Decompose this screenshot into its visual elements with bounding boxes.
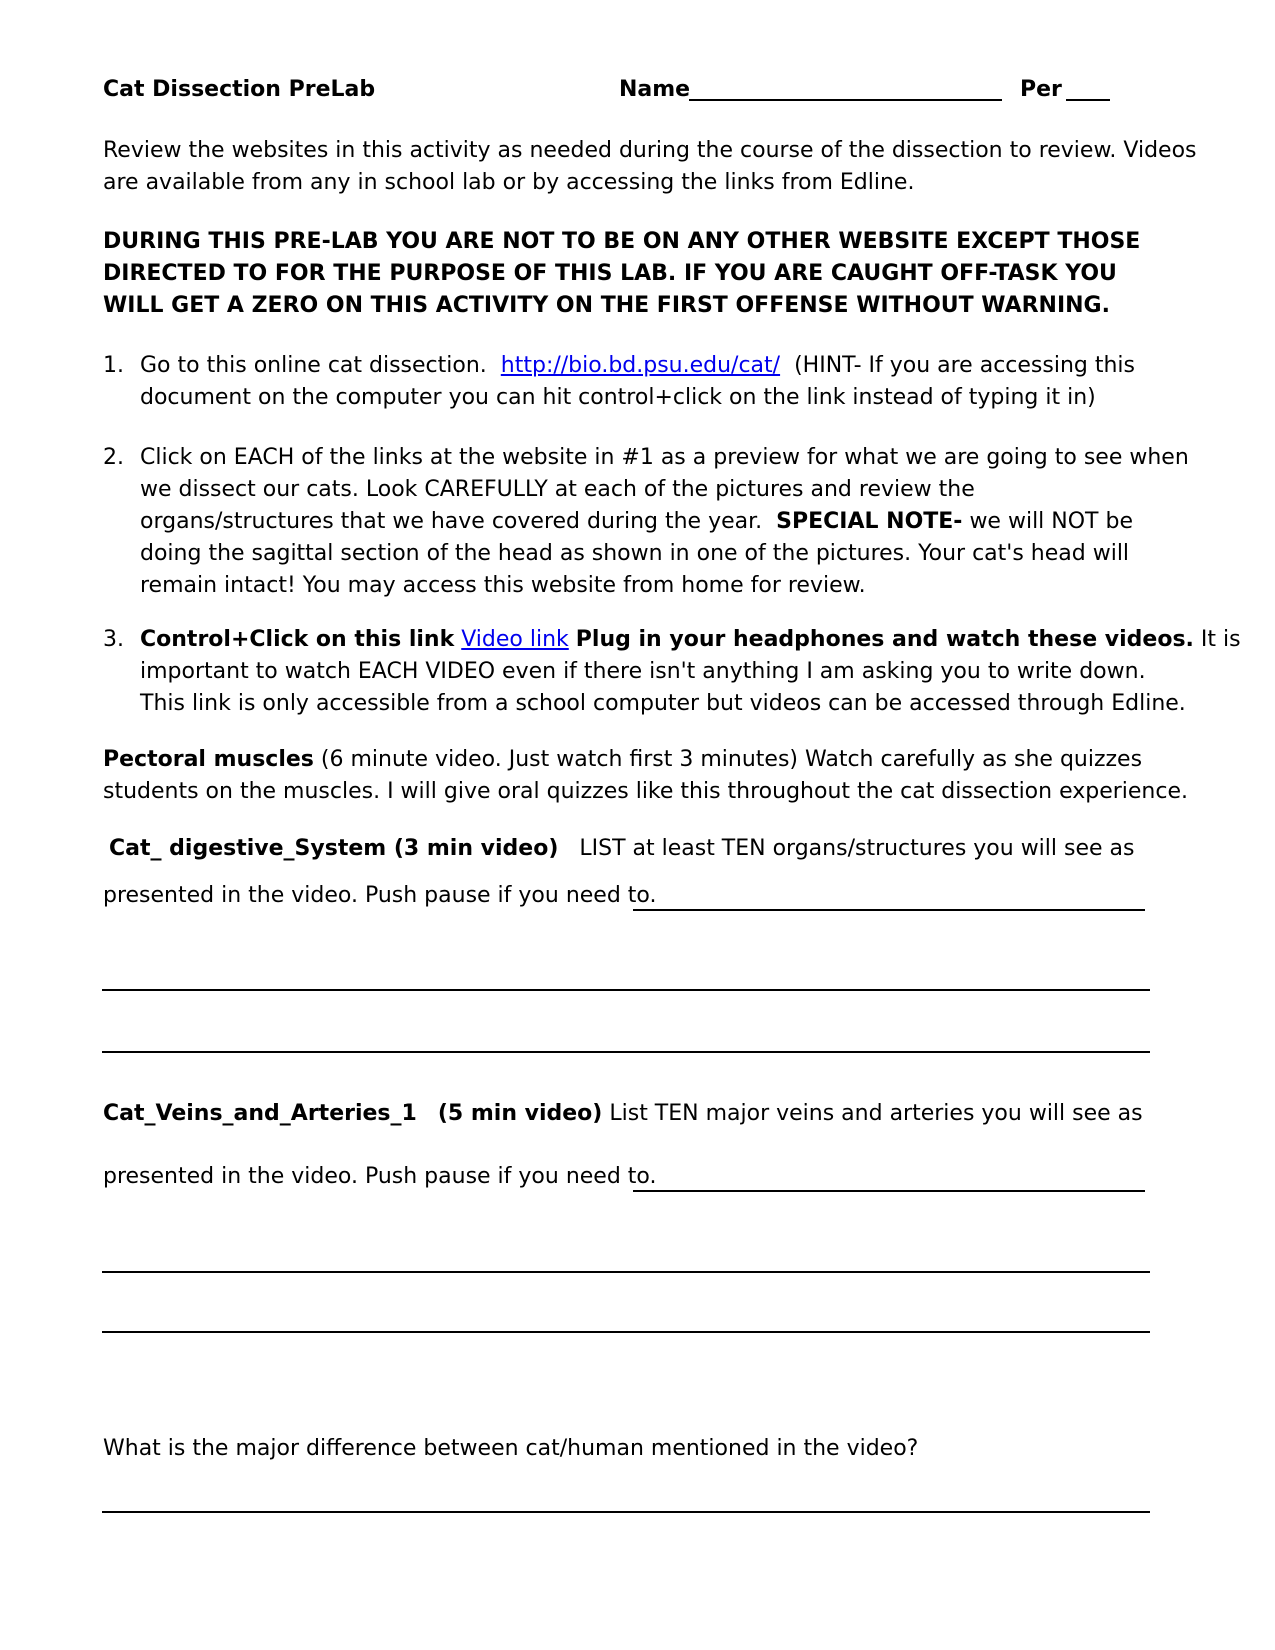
veins-line-2: presented in the video. Push pause if you need to. <box>103 1164 657 1189</box>
intro-line-2: are available from any in school lab or by accessing the links from Edline. <box>103 170 915 195</box>
page-title: Cat Dissection PreLab <box>103 77 376 102</box>
digestive-line-2: presented in the video. Push pause if you need to. <box>103 883 657 908</box>
item-2-line-3c: we will NOT be <box>969 509 1133 534</box>
digestive-answer-blank-1[interactable] <box>633 909 1145 911</box>
digestive-heading <box>109 833 1134 865</box>
item-3-bold-1: Control+Click on this link <box>140 627 455 652</box>
item-3-line-3: This link is only accessible from a school computer but videos can be accessed through Edline. <box>140 691 1186 716</box>
item-2-text <box>140 442 1189 602</box>
pectoral-title: Pectoral muscles <box>103 747 314 772</box>
item-2-line-5: remain intact! You may access this website from home for review. <box>140 573 866 598</box>
intro-line-1: Review the websites in this activity as needed during the course of the dissection to review. Videos <box>103 138 1197 163</box>
item-1-text <box>140 350 1135 414</box>
video-link[interactable]: Video link <box>461 627 569 652</box>
veins-answer-blank-1[interactable] <box>633 1190 1145 1192</box>
veins-answer-blank-3[interactable] <box>102 1331 1150 1333</box>
difference-answer-blank[interactable] <box>102 1511 1150 1513</box>
item-2-line-2: we dissect our cats. Look CAREFULLY at each of the pictures and review the <box>140 477 975 502</box>
special-note-label: SPECIAL NOTE- <box>776 509 963 534</box>
item-1-text-a: Go to this online cat dissection. <box>140 353 487 378</box>
item-3-text <box>140 624 1241 720</box>
period-blank[interactable] <box>1066 99 1110 101</box>
warning-line-1: DURING THIS PRE-LAB YOU ARE NOT TO BE ON ANY OTHER WEBSITE EXCEPT THOSE <box>103 229 1141 254</box>
difference-question: What is the major difference between cat/human mentioned in the video? <box>103 1436 919 1461</box>
psu-cat-link[interactable]: http://bio.bd.psu.edu/cat/ <box>500 353 781 378</box>
veins-text: List TEN major veins and arteries you will see as <box>609 1101 1143 1126</box>
period-label: Per <box>1020 77 1062 102</box>
item-2-line-4: doing the sagittal section of the head as shown in one of the pictures. Your cat's head will <box>140 541 1130 566</box>
name-blank[interactable] <box>689 99 1002 101</box>
veins-answer-blank-2[interactable] <box>102 1271 1150 1273</box>
veins-title: Cat_Veins_and_Arteries_1 <box>103 1101 417 1126</box>
item-1-text-b: (HINT- If you are accessing this <box>794 353 1136 378</box>
item-3-tail: It is <box>1200 627 1241 652</box>
item-3-number: 3. <box>103 627 124 652</box>
name-label: Name <box>619 77 691 102</box>
digestive-text: LIST at least TEN organs/structures you will see as <box>579 836 1135 861</box>
veins-duration: (5 min video) <box>437 1101 603 1126</box>
warning-line-3: WILL GET A ZERO ON THIS ACTIVITY ON THE FIRST OFFENSE WITHOUT WARNING. <box>103 293 1110 318</box>
digestive-answer-blank-2[interactable] <box>102 989 1150 991</box>
item-1-number: 1. <box>103 353 124 378</box>
pectoral-section <box>103 744 1188 808</box>
item-2-number: 2. <box>103 445 124 470</box>
pectoral-line-2: students on the muscles. I will give oral quizzes like this throughout the cat dissection experience. <box>103 779 1189 804</box>
digestive-answer-blank-3[interactable] <box>102 1051 1150 1053</box>
item-2-line-1: Click on EACH of the links at the website in #1 as a preview for what we are going to see when <box>140 445 1189 470</box>
warning-line-2: DIRECTED TO FOR THE PURPOSE OF THIS LAB. IF YOU ARE CAUGHT OFF-TASK YOU <box>103 261 1117 286</box>
veins-heading <box>103 1098 1143 1130</box>
intro-paragraph <box>103 135 1197 199</box>
item-3-line-2: important to watch EACH VIDEO even if there isn't anything I am asking you to write down. <box>140 659 1146 684</box>
digestive-title: Cat_ digestive_System (3 min video) <box>109 836 559 861</box>
warning-paragraph <box>103 226 1140 322</box>
item-3-bold-2: Plug in your headphones and watch these videos. <box>575 627 1194 652</box>
item-1-line-2: document on the computer you can hit control+click on the link instead of typing it in) <box>140 385 1096 410</box>
item-2-line-3a: organs/structures that we have covered during the year. <box>140 509 763 534</box>
pectoral-text: (6 minute video. Just watch first 3 minutes) Watch carefully as she quizzes <box>320 747 1143 772</box>
